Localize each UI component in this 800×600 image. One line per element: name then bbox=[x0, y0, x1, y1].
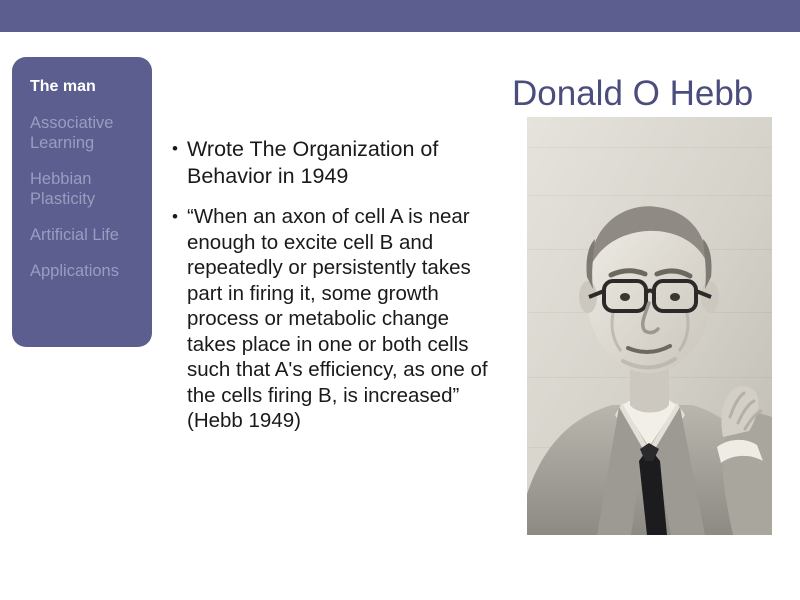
page-title: Donald O Hebb bbox=[512, 74, 754, 113]
portrait-photo bbox=[527, 117, 772, 535]
sidebar-item-label: Artificial Life bbox=[30, 226, 119, 244]
sidebar-item-associative-learning[interactable] bbox=[30, 113, 142, 153]
sidebar-item-label: Hebbian Plasticity bbox=[30, 170, 96, 208]
slide-body bbox=[170, 136, 490, 448]
sidebar-item-artificial-life[interactable] bbox=[30, 225, 142, 245]
bullet-item bbox=[170, 136, 490, 190]
sidebar-item-label: Applications bbox=[30, 262, 119, 280]
sidebar-item-applications[interactable] bbox=[30, 261, 142, 281]
bullet-marker-icon: • bbox=[172, 139, 178, 158]
bullet-text: Wrote The Organization of Behavior in 1949 bbox=[187, 137, 439, 188]
bullet-text: “When an axon of cell A is near enough to excite cell B and repeatedly or persistently takes part in firing it, some growth process or metabolic change takes place in one or both cells such that A's efficiency, as one of the cells firing B, is increased” (Hebb 1949) bbox=[187, 205, 488, 432]
bullet-item bbox=[170, 204, 490, 434]
slide-header-band bbox=[0, 0, 800, 32]
sidebar-nav bbox=[12, 57, 152, 347]
sidebar-item-hebbian-plasticity[interactable] bbox=[30, 169, 142, 209]
sidebar-item-label: The man bbox=[30, 78, 96, 95]
sidebar-item-label: Associative Learning bbox=[30, 114, 114, 152]
bullet-marker-icon: • bbox=[172, 207, 178, 226]
sidebar-item-the-man[interactable] bbox=[30, 77, 142, 97]
